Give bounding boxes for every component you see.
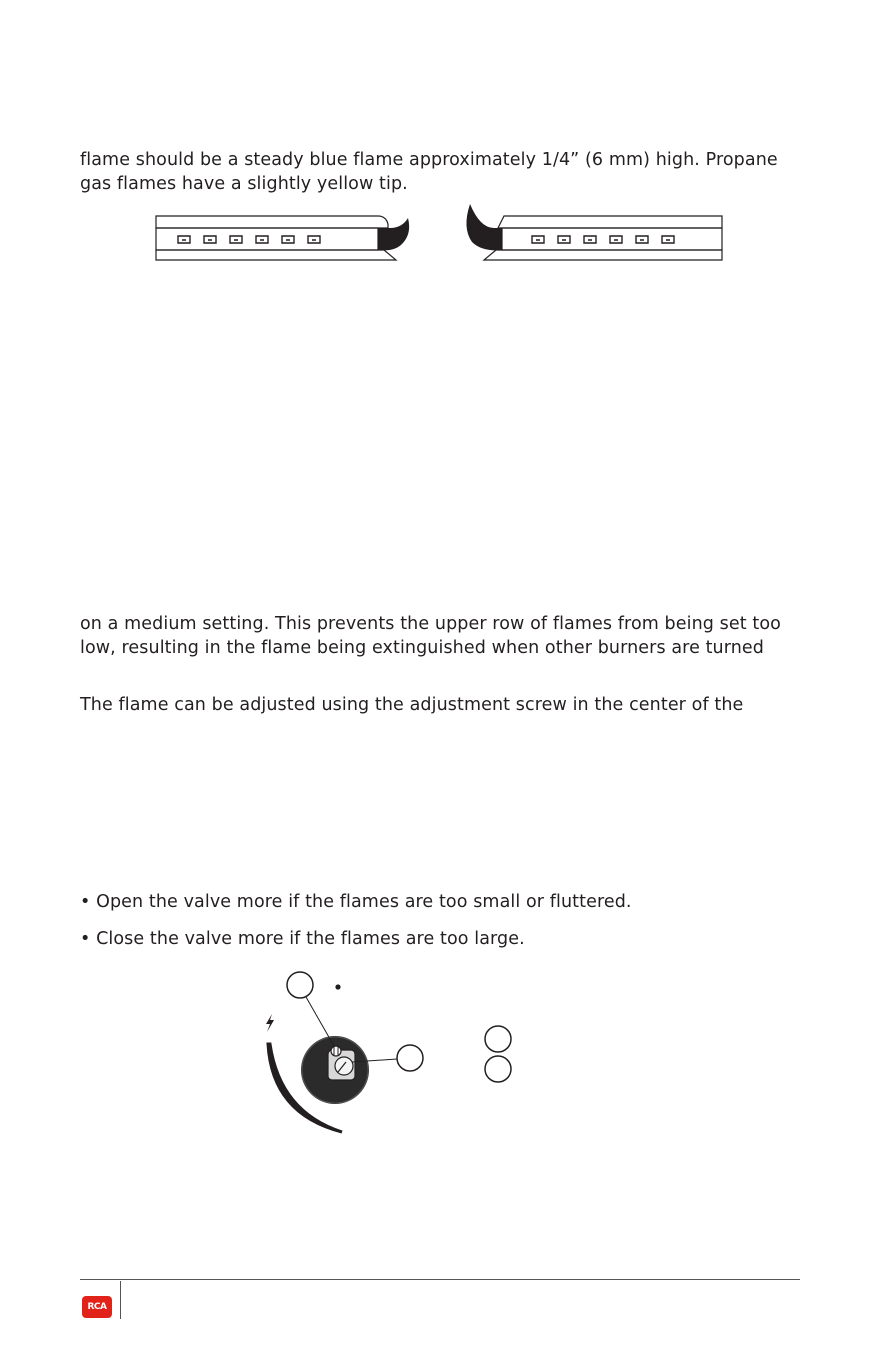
burner-flame-diagram bbox=[150, 198, 730, 268]
legend-circle-2 bbox=[485, 1056, 511, 1082]
medium-text-line-2: low, resulting in the flame being extinguished when other burners are turned bbox=[80, 638, 764, 658]
adjust-text-line: The flame can be adjusted using the adjustment screw in the center of the bbox=[80, 695, 744, 715]
rca-logo: RCA bbox=[82, 1296, 112, 1318]
flame-text-line-2: gas flames have a slightly yellow tip. bbox=[80, 174, 408, 194]
ignition-icon bbox=[266, 1014, 274, 1032]
burner-left bbox=[156, 216, 396, 260]
dot-marker bbox=[335, 984, 340, 989]
bullet-open-valve: • Open the valve more if the flames are too small or fluttered. bbox=[80, 892, 632, 912]
flame-text-line-1: flame should be a steady blue flame approximately 1/4” (6 mm) high. Propane bbox=[80, 150, 778, 170]
callout-circle-1 bbox=[287, 972, 313, 998]
footer-vertical-divider bbox=[120, 1281, 121, 1319]
knob-adjustment-diagram bbox=[250, 962, 540, 1142]
adjustment-screw-icon bbox=[331, 1046, 341, 1056]
leader-line-1 bbox=[306, 997, 334, 1046]
medium-text-line-1: on a medium setting. This prevents the upper row of flames from being set too bbox=[80, 614, 781, 634]
legend-circle-1 bbox=[485, 1026, 511, 1052]
flame-right bbox=[466, 204, 502, 250]
callout-circle-2 bbox=[397, 1045, 423, 1071]
flame-left bbox=[378, 218, 409, 250]
burner-right bbox=[484, 216, 722, 260]
bullet-close-valve: • Close the valve more if the flames are too large. bbox=[80, 929, 525, 949]
footer-divider bbox=[80, 1279, 800, 1280]
